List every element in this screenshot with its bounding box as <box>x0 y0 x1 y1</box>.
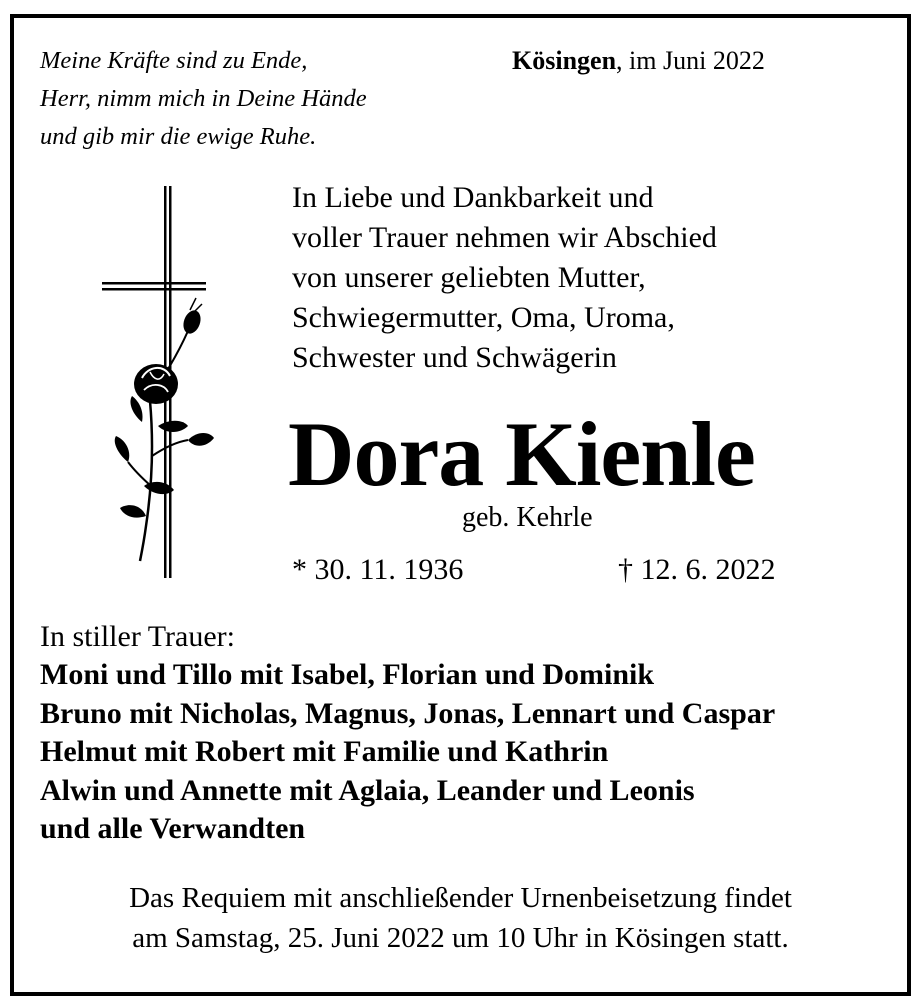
date-text: , im Juni 2022 <box>616 46 765 75</box>
mourner-line: Helmut mit Robert mit Familie und Kathrin <box>40 735 609 768</box>
notice-line: am Samstag, 25. Juni 2022 um 10 Uhr in Kösingen statt. <box>132 922 789 954</box>
intro-line: Schwiegermutter, Oma, Uroma, <box>292 301 675 334</box>
deceased-name: Dora Kienle <box>288 403 755 505</box>
mourner-line: und alle Verwandten <box>40 812 306 845</box>
mourners-list <box>40 656 775 849</box>
notice-line: Das Requiem mit anschließender Urnenbeisetzung findet <box>129 882 792 914</box>
place-name: Kösingen <box>512 46 617 75</box>
intro-text <box>292 178 717 378</box>
cross-with-rose-icon <box>98 186 228 586</box>
motto-line: Herr, nimm mich in Deine Hände <box>40 85 367 112</box>
intro-line: In Liebe und Dankbarkeit und <box>292 181 654 214</box>
intro-line: von unserer geliebten Mutter, <box>292 261 646 294</box>
funeral-notice <box>14 878 907 958</box>
intro-line: Schwester und Schwägerin <box>292 341 617 374</box>
mourner-line: Moni und Tillo mit Isabel, Florian und Dominik <box>40 658 655 691</box>
mourning-label: In stiller Trauer: <box>40 620 235 653</box>
mourner-line: Alwin und Annette mit Aglaia, Leander und Leonis <box>40 773 695 807</box>
motto-verse <box>40 42 367 156</box>
obituary-notice <box>10 14 911 996</box>
mourner-line: Bruno mit Nicholas, Magnus, Jonas, Lennart und Caspar <box>40 696 776 730</box>
motto-line: Meine Kräfte sind zu Ende, <box>40 47 308 74</box>
death-date: † 12. 6. 2022 <box>618 553 776 586</box>
birth-date: * 30. 11. 1936 <box>292 553 464 586</box>
place-and-date <box>512 42 765 80</box>
motto-line: und gib mir die ewige Ruhe. <box>40 123 317 150</box>
intro-line: voller Trauer nehmen wir Abschied <box>292 221 717 254</box>
maiden-name: geb. Kehrle <box>462 502 593 533</box>
